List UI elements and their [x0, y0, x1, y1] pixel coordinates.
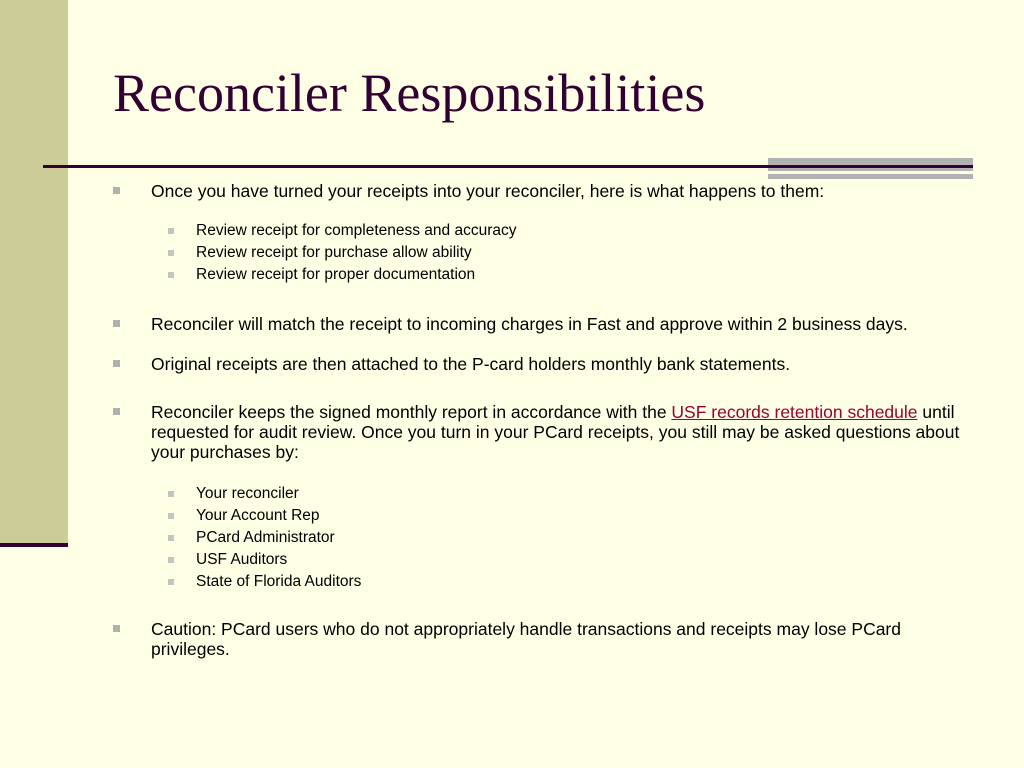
sub-list-item — [196, 549, 972, 571]
square-bullet-icon — [113, 360, 120, 367]
list-item — [112, 314, 972, 334]
list-item — [112, 619, 972, 659]
square-bullet-icon — [168, 535, 174, 541]
side-band — [0, 0, 68, 545]
sub-item-text: USF Auditors — [196, 551, 288, 568]
square-bullet-icon — [168, 579, 174, 585]
slide-body — [112, 181, 972, 679]
title-accent-block — [768, 158, 973, 179]
sub-list — [112, 220, 972, 286]
sub-list-item — [196, 242, 972, 264]
square-bullet-icon — [113, 625, 120, 632]
side-band-divider — [0, 543, 68, 547]
square-bullet-icon — [168, 272, 174, 278]
sub-list-item — [196, 527, 972, 549]
square-bullet-icon — [168, 491, 174, 497]
sub-list — [112, 483, 972, 593]
square-bullet-icon — [168, 557, 174, 563]
sub-item-text: Your Account Rep — [196, 507, 320, 524]
bullet-list — [112, 181, 972, 659]
list-item — [112, 402, 972, 593]
sub-list-item — [196, 571, 972, 593]
square-bullet-icon — [168, 513, 174, 519]
sub-item-text: Review receipt for purchase allow ability — [196, 244, 472, 261]
bullet-text: Original receipts are then attached to the P-card holders monthly bank statements. — [151, 354, 791, 374]
square-bullet-icon — [113, 408, 120, 415]
sub-list-item — [196, 264, 972, 286]
title-rule-overlay — [768, 165, 973, 168]
bullet-text-after-link: until requested for audit review. Once you turn in your PCard receipts, you still may be asked questions about your purchases by: — [151, 402, 960, 462]
bullet-text: Reconciler will match the receipt to incoming charges in Fast and approve within 2 business days. — [151, 314, 908, 334]
bullet-text: Once you have turned your receipts into your reconciler, here is what happens to them: — [151, 181, 825, 201]
usf-records-retention-link[interactable]: USF records retention schedule — [671, 402, 918, 422]
square-bullet-icon — [168, 228, 174, 234]
sub-item-text: State of Florida Auditors — [196, 573, 362, 590]
square-bullet-icon — [113, 187, 120, 194]
sub-list-item — [196, 505, 972, 527]
bullet-text-before-link: Reconciler keeps the signed monthly report in accordance with the — [151, 402, 672, 422]
slide-title: Reconciler Responsibilities — [113, 63, 706, 123]
sub-list-item — [196, 220, 972, 242]
square-bullet-icon — [168, 250, 174, 256]
list-item — [112, 181, 972, 286]
sub-item-text: Review receipt for completeness and accuracy — [196, 222, 517, 239]
list-item — [112, 354, 972, 374]
sub-item-text: Your reconciler — [196, 485, 299, 502]
sub-item-text: PCard Administrator — [196, 529, 335, 546]
sub-list-item — [196, 483, 972, 505]
bullet-text: Caution: PCard users who do not appropriately handle transactions and receipts may lose PCard privileges. — [151, 619, 901, 659]
sub-item-text: Review receipt for proper documentation — [196, 266, 476, 283]
square-bullet-icon — [113, 320, 120, 327]
